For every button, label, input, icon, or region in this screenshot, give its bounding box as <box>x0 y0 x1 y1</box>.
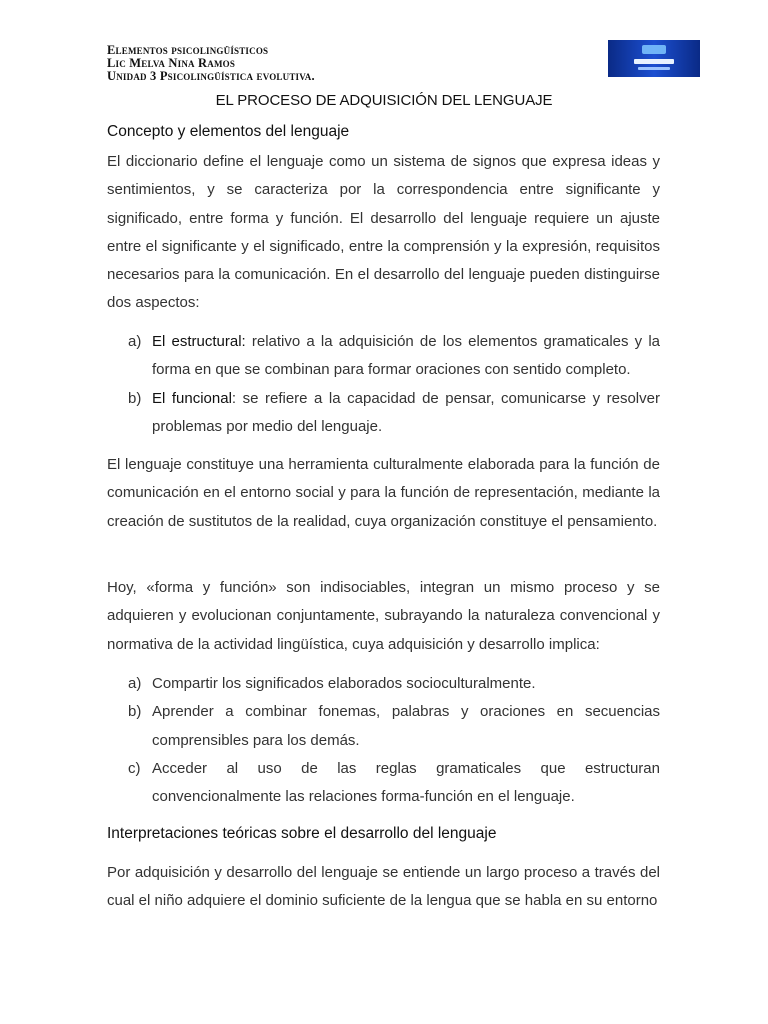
list-item-estructural <box>107 328 660 385</box>
list-item-text: Acceder al uso de las reglas gramaticales que estructuran convencionalmente las relaciones forma-función en el lenguaje. <box>152 759 660 806</box>
aspects-list <box>107 328 660 441</box>
header-author: Lic Melva Nina Ramos <box>107 56 236 70</box>
header-unit: Unidad 3 Psicolingüística evolutiva. <box>107 69 315 83</box>
implications-list <box>107 670 660 811</box>
header-subject: Elementos psicolingüísticos <box>107 43 269 57</box>
list-marker: a) <box>128 333 142 350</box>
term-funcional: El funcional <box>152 389 232 407</box>
logo-band <box>634 59 674 64</box>
logo-band-secondary <box>638 67 670 70</box>
list-marker: c) <box>128 759 141 777</box>
paragraph-adquisicion: Por adquisición y desarrollo del lenguaje se entiende un largo proceso a través del cual el niño adquiere el dominio suficiente de la lengua que se habla en su entorno <box>107 864 660 910</box>
list-item-acceder <box>107 755 660 812</box>
paragraph-herramienta: El lenguaje constituye una herramienta culturalmente elaborada para la función de comunicación en el entorno social y para la función de representación, mediante la creación de sustitutos de la realidad, cuya organización constituye el pensamiento. <box>107 456 660 530</box>
section-heading-interpretaciones: Interpretaciones teóricas sobre el desarrollo del lenguaje <box>107 825 497 842</box>
document-title: EL PROCESO DE ADQUISICIÓN DEL LENGUAJE <box>215 92 553 109</box>
document-header <box>107 44 315 83</box>
institution-logo <box>608 40 700 77</box>
list-item-compartir <box>107 670 660 698</box>
list-item-text: relativo a la adquisición de los elementos gramaticales y la forma en que se combinan para formar oraciones con sentido completo. <box>152 333 661 379</box>
logo-emblem <box>642 45 666 54</box>
list-item-text: : se refiere a la capacidad de pensar, comunicarse y resolver problemas por medio del lenguaje. <box>152 389 660 435</box>
paragraph-forma-funcion: Hoy, «forma y función» son indisociables, integran un mismo proceso y se adquieren y evolucionan conjuntamente, subrayando la naturaleza convencional y normativa de la actividad lingüística, cuya adquisición y desarrollo implica: <box>107 579 660 653</box>
list-marker: b) <box>128 703 142 721</box>
list-marker: b) <box>128 389 142 407</box>
term-estructural: El estructural: <box>152 333 246 350</box>
list-marker: a) <box>128 675 142 692</box>
paragraph-definicion: El diccionario define el lenguaje como un sistema de signos que expresa ideas y sentimientos, y se caracteriza por la correspondencia entre significante y significado, entre forma y función. El desarrollo del lenguaje requiere un ajuste entre el significante y el significado, entre la comprensión y la expresión, requisitos necesarios para la comunicación. En el desarrollo del lenguaje pueden distinguirse dos aspectos: <box>107 153 660 312</box>
list-item-text: Aprender a combinar fonemas, palabras y oraciones en secuencias comprensibles para los demás. <box>152 703 660 749</box>
list-item-aprender <box>107 698 660 755</box>
list-item-funcional <box>107 385 660 442</box>
list-item-text: Compartir los significados elaborados socioculturalmente. <box>152 675 536 692</box>
section-heading-concepto: Concepto y elementos del lenguaje <box>107 123 350 140</box>
